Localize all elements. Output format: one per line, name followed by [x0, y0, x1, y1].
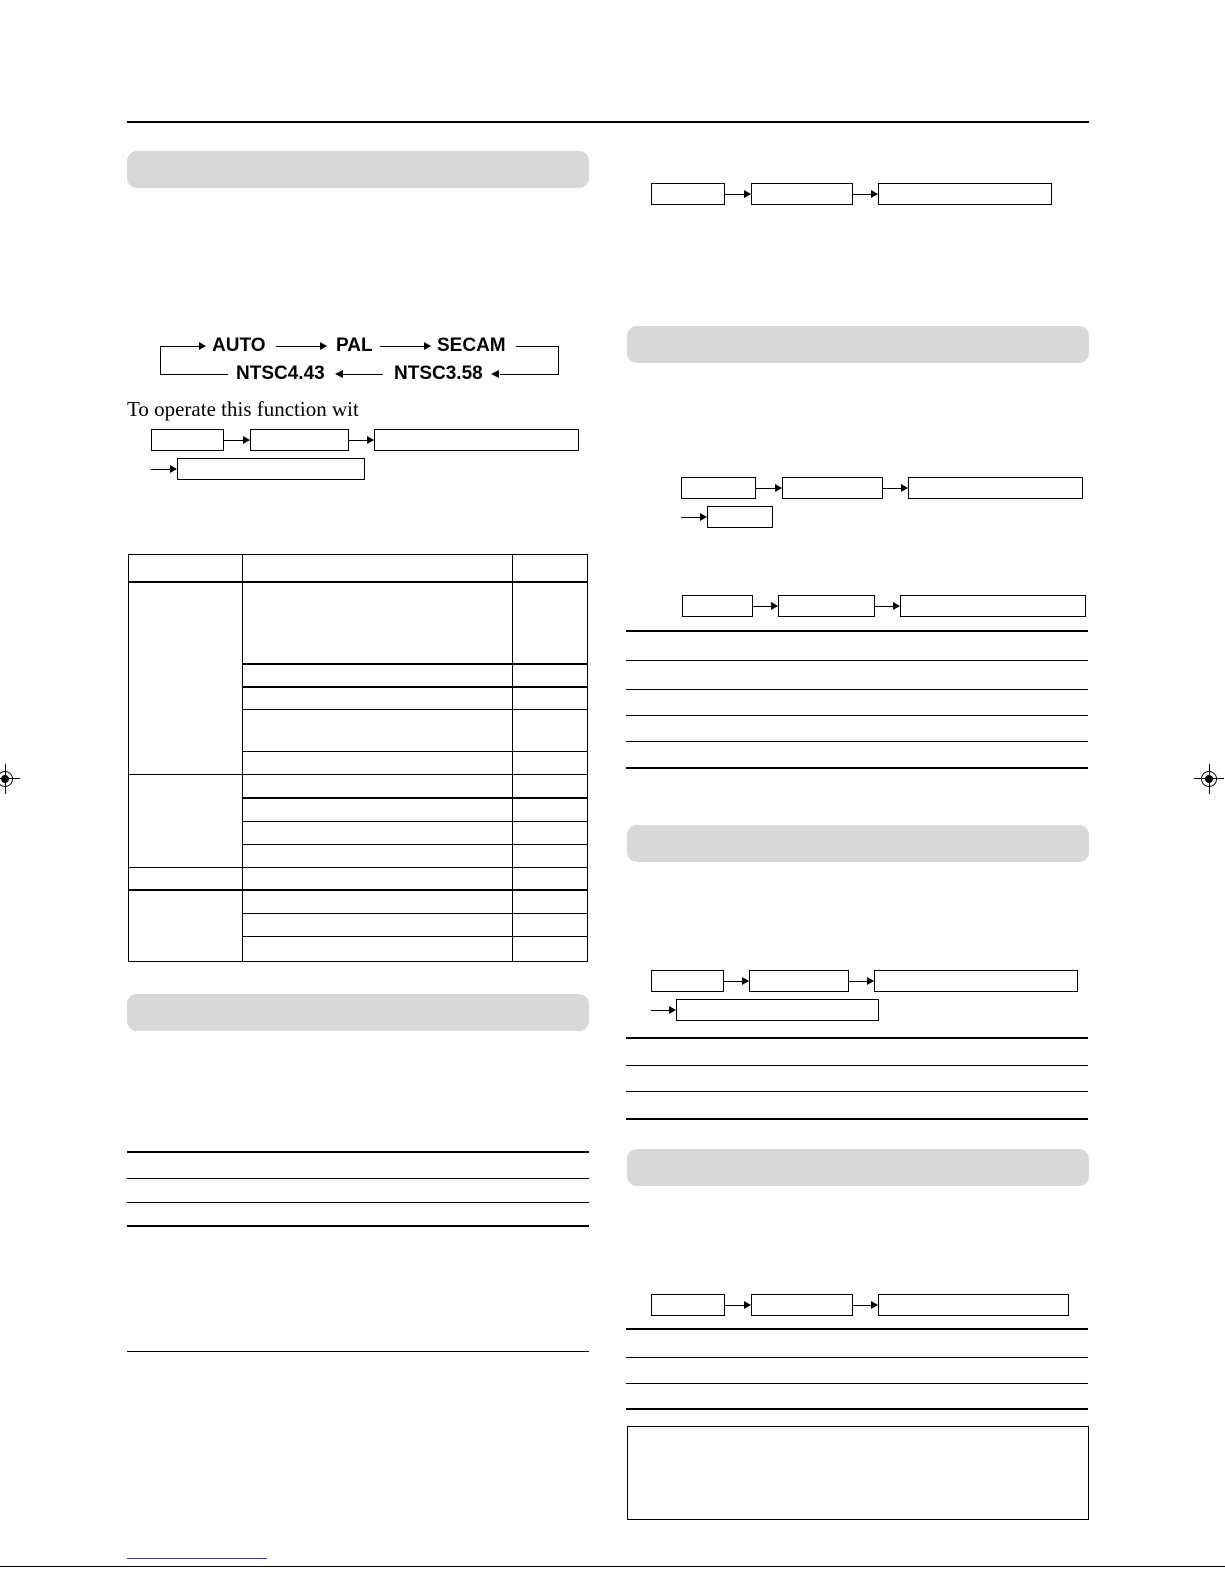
table-rule: [626, 1118, 1088, 1120]
footer-link-underline: [127, 1558, 267, 1559]
table-rule: [626, 715, 1088, 716]
table-rule: [626, 689, 1088, 690]
table-rule: [127, 1202, 589, 1203]
menu-path-box: [749, 970, 849, 992]
menu-path-box: [651, 970, 724, 992]
section-header-right-1: [627, 326, 1089, 363]
bottom-rule: [0, 1566, 1225, 1567]
note-box: [627, 1426, 1089, 1520]
table-rule: [127, 1351, 589, 1352]
menu-path-box: [900, 595, 1086, 617]
table-rule: [626, 630, 1088, 632]
table-rule: [626, 1383, 1088, 1384]
section-header-left-2: [127, 994, 589, 1031]
operate-instruction-text: To operate this function wit: [127, 397, 359, 421]
menu-path-box: [681, 477, 756, 499]
menu-path-box: [707, 506, 773, 528]
table-rule: [626, 1037, 1088, 1039]
menu-path-box: [651, 1294, 725, 1316]
table-rule: [626, 767, 1088, 769]
menu-path-box: [651, 183, 725, 205]
section-header-color-system: [127, 151, 589, 188]
cycle-auto-label: AUTO: [212, 335, 266, 356]
menu-path-box: [751, 1294, 853, 1316]
top-rule: [127, 121, 1089, 123]
table-rule: [626, 1408, 1088, 1410]
color-system-table: [0, 0, 1, 1]
table-rule: [127, 1151, 589, 1153]
menu-path-box: [778, 595, 875, 617]
menu-path-box: [151, 429, 224, 451]
table-rule: [127, 1225, 589, 1227]
section-header-right-3: [627, 1149, 1089, 1186]
menu-path-box: [878, 1294, 1069, 1316]
menu-path-box: [250, 429, 349, 451]
cycle-ntsc443-label: NTSC4.43: [236, 363, 325, 384]
cycle-secam-label: SECAM: [437, 335, 506, 356]
table-rule: [626, 1357, 1088, 1358]
menu-path-box: [878, 183, 1052, 205]
menu-path-box: [682, 595, 753, 617]
table-rule: [127, 1178, 589, 1179]
cycle-ntsc358-label: NTSC3.58: [394, 363, 483, 384]
table-rule: [626, 1091, 1088, 1092]
table-rule: [626, 741, 1088, 742]
table-rule: [626, 1065, 1088, 1066]
menu-path-box: [908, 477, 1083, 499]
menu-path-box: [874, 970, 1078, 992]
menu-path-box: [782, 477, 883, 499]
menu-path-box: [676, 999, 879, 1021]
table-rule: [626, 660, 1088, 661]
registration-mark-icon: [1198, 768, 1220, 790]
menu-path-box: [751, 183, 853, 205]
section-header-right-2: [627, 825, 1089, 862]
menu-path-box: [177, 458, 365, 480]
table-rule: [626, 1328, 1088, 1330]
registration-mark-icon: [0, 768, 16, 790]
menu-path-box: [374, 429, 579, 451]
cycle-pal-label: PAL: [336, 335, 373, 356]
